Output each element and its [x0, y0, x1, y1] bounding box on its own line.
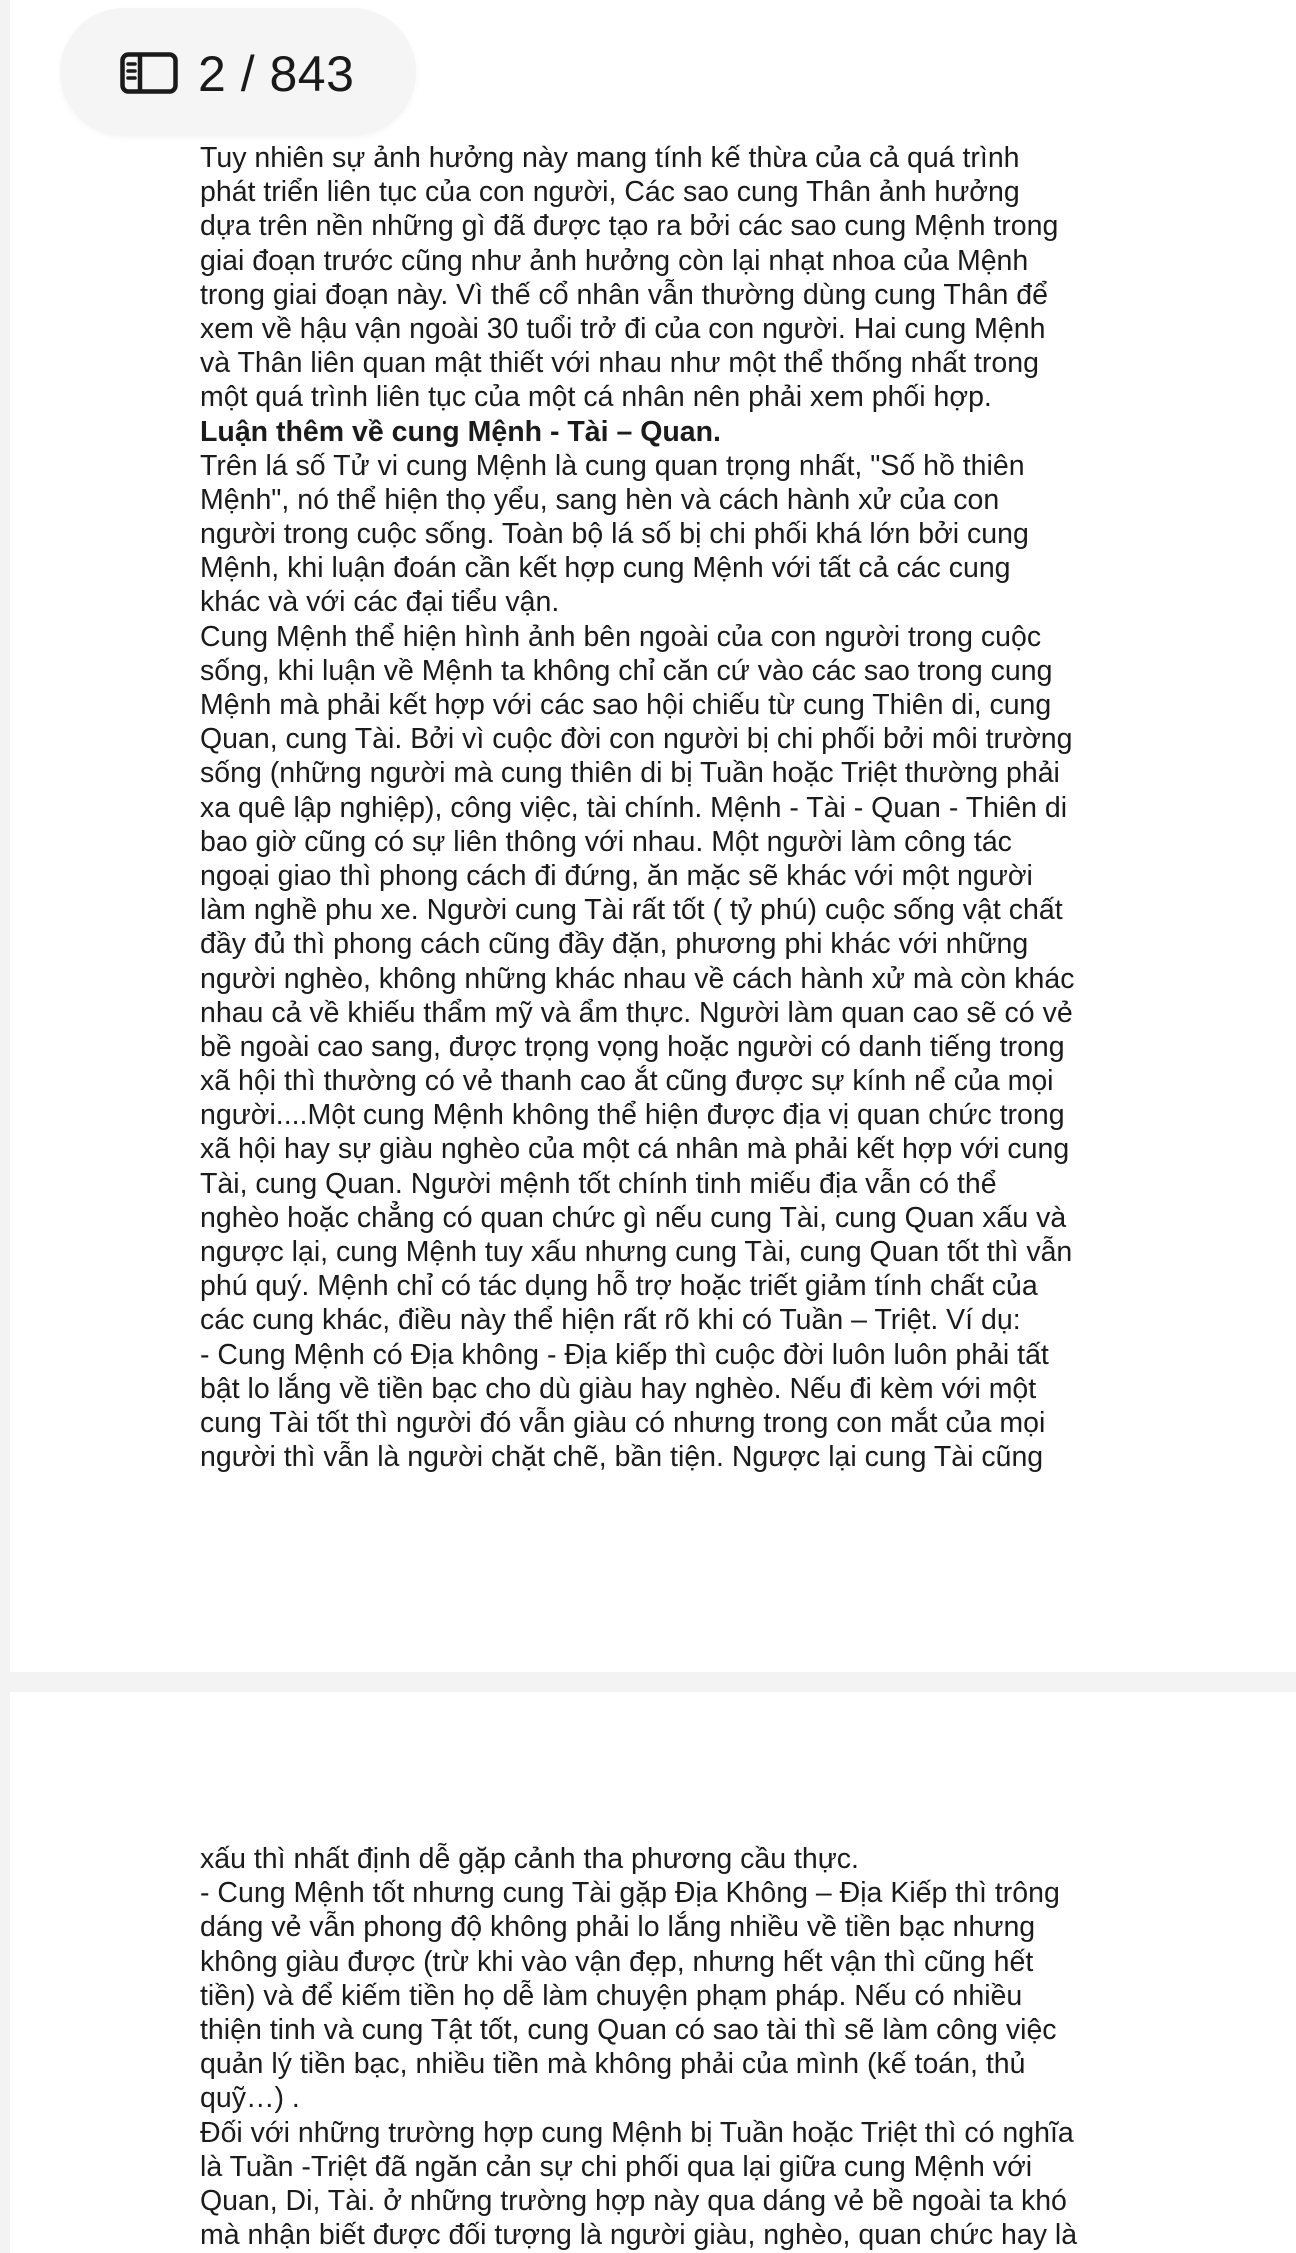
text-line: người nghèo, không những khác nhau về cách hành xử mà còn khác: [200, 962, 1075, 995]
page-text: [200, 1842, 1130, 2252]
document-page: [10, 1692, 1296, 2253]
text-line: xã hội thì thường có vẻ thanh cao ắt cũng được sự kính nể của mọi: [200, 1065, 1054, 1098]
text-line: quỹ…) .: [200, 2082, 300, 2115]
text-line: không giàu được (trừ khi vào vận đẹp, nhưng hết vận thì cũng hết: [200, 1945, 1034, 1978]
text-line: bật lo lắng về tiền bạc cho dù giàu hay nghèo. Nếu đi kèm với một: [200, 1372, 1037, 1405]
text-line: Quan, cung Tài. Bởi vì cuộc đời con người bị chi phối bởi môi trường: [200, 723, 1073, 756]
text-line: nghèo hoặc chẳng có quan chức gì nếu cung Tài, cung Quan xấu và: [200, 1201, 1067, 1234]
text-line: Đối với những trường hợp cung Mệnh bị Tuần hoặc Triệt thì có nghĩa: [200, 2116, 1074, 2149]
text-line: Mệnh, khi luận đoán cần kết hợp cung Mệnh với tất cả các cung: [200, 552, 1011, 585]
text-line: sống (những người mà cung thiên di bị Tuần hoặc Triệt thường phải: [200, 757, 1060, 790]
text-line: đầy đủ thì phong cách cũng đầy đặn, phương phi khác với những: [200, 928, 1029, 961]
page-indicator[interactable]: [60, 8, 416, 136]
text-line: ngược lại, cung Mệnh tuy xấu nhưng cung Tài, cung Quan tốt thì vẫn: [200, 1236, 1073, 1268]
text-line: các cung khác, điều này thể hiện rất rõ khi có Tuần – Triệt. Ví dụ:: [200, 1304, 1021, 1337]
text-line: sống, khi luận về Mệnh ta không chỉ căn cứ vào các sao trong cung: [200, 654, 1053, 687]
text-line: phú quý. Mệnh chỉ có tác dụng hỗ trợ hoặc triết giảm tính chất của: [200, 1270, 1038, 1303]
text-line: người trong cuộc sống. Toàn bộ lá số bị chi phối khá lớn bởi cung: [200, 518, 1029, 551]
text-line: là Tuần -Triệt đã ngăn cản sự chi phối qua lại giữa cung Mệnh với: [200, 2150, 1033, 2183]
text-line: giai đoạn trước cũng như ảnh hưởng còn lại nhạt nhoa của Mệnh: [200, 244, 1029, 277]
text-line: dáng vẻ vẫn phong độ không phải lo lắng nhiều về tiền bạc nhưng: [200, 1911, 1036, 1944]
text-line: Tuy nhiên sự ảnh hưởng này mang tính kế thừa của cả quá trình: [200, 142, 1020, 174]
text-line: - Cung Mệnh có Địa không - Địa kiếp thì cuộc đời luôn luôn phải tất: [200, 1338, 1049, 1371]
text-line: khác và với các đại tiểu vận.: [200, 586, 560, 619]
section-heading: Luận thêm về cung Mệnh - Tài – Quan.: [200, 415, 721, 448]
text-line: Mệnh mà phải kết hợp với các sao hội chiếu từ cung Thiên di, cung: [200, 689, 1052, 721]
page-text: [200, 141, 1130, 1474]
text-line: mà nhận biết được đối tượng là người giàu, nghèo, quan chức hay là: [200, 2219, 1078, 2252]
text-line: trong giai đoạn này. Vì thế cổ nhân vẫn thường dùng cung Thân để: [200, 278, 1049, 311]
text-line: - Cung Mệnh tốt nhưng cung Tài gặp Địa Không – Địa Kiếp thì trông: [200, 1877, 1060, 1910]
text-line: một quá trình liên tục của một cá nhân nên phải xem phối hợp.: [200, 381, 992, 414]
text-line: bao giờ cũng có sự liên thông với nhau. Một người làm công tác: [200, 825, 1012, 858]
text-line: và Thân liên quan mật thiết với nhau như một thể thống nhất trong: [200, 347, 1039, 380]
text-line: nhau cả về khiếu thẩm mỹ và ẩm thực. Người làm quan cao sẽ có vẻ: [200, 996, 1073, 1029]
text-line: dựa trên nền những gì đã được tạo ra bởi các sao cung Mệnh trong: [200, 210, 1059, 243]
text-line: tiền) và để kiếm tiền họ dễ làm chuyện phạm pháp. Nếu có nhiều: [200, 1979, 1023, 2012]
text-line: cung Tài tốt thì người đó vẫn giàu có nhưng trong con mắt của mọi: [200, 1406, 1046, 1439]
text-line: người....Một cung Mệnh không thể hiện được địa vị quan chức trong: [200, 1099, 1065, 1132]
text-line: Cung Mệnh thể hiện hình ảnh bên ngoài của con người trong cuộc: [200, 620, 1042, 653]
text-line: xấu thì nhất định dễ gặp cảnh tha phương cầu thực.: [200, 1843, 859, 1875]
text-line: quản lý tiền bạc, nhiều tiền mà không phải của mình (kế toán, thủ: [200, 2048, 1026, 2081]
document-pages-icon: [120, 52, 178, 94]
text-line: làm nghề phu xe. Người cung Tài rất tốt ( tỷ phú) cuộc sống vật chất: [200, 894, 1063, 927]
text-line: ngoại giao thì phong cách đi đứng, ăn mặc sẽ khác với một người: [200, 859, 1033, 892]
text-line: bề ngoài cao sang, được trọng vọng hoặc người có danh tiếng trong: [200, 1030, 1065, 1063]
document-page: [10, 0, 1296, 1672]
text-line: Quan, Di, Tài. ở những trường hợp này qua dáng vẻ bề ngoài ta khó: [200, 2184, 1067, 2217]
text-line: xa quê lập nghiệp), công việc, tài chính. Mệnh - Tài - Quan - Thiên di: [200, 791, 1068, 824]
text-line: Trên lá số Tử vi cung Mệnh là cung quan trọng nhất, "Số hồ thiên: [200, 449, 1025, 482]
text-line: Tài, cung Quan. Người mệnh tốt chính tinh miếu địa vẫn có thể: [200, 1167, 997, 1200]
text-line: người thì vẫn là người chặt chẽ, bần tiện. Ngược lại cung Tài cũng: [200, 1441, 1044, 1474]
page-counter: 2 / 843: [198, 46, 355, 102]
text-line: xã hội hay sự giàu nghèo của một cá nhân mà phải kết hợp với cung: [200, 1133, 1070, 1166]
text-line: xem về hậu vận ngoài 30 tuổi trở đi của con người. Hai cung Mệnh: [200, 312, 1046, 345]
text-line: thiện tinh và cung Tật tốt, cung Quan có sao tài thì sẽ làm công việc: [200, 2013, 1057, 2046]
text-line: phát triển liên tục của con người, Các sao cung Thân ảnh hưởng: [200, 176, 1020, 209]
text-line: Mệnh", nó thể hiện thọ yểu, sang hèn và cách hành xử của con: [200, 483, 1000, 516]
